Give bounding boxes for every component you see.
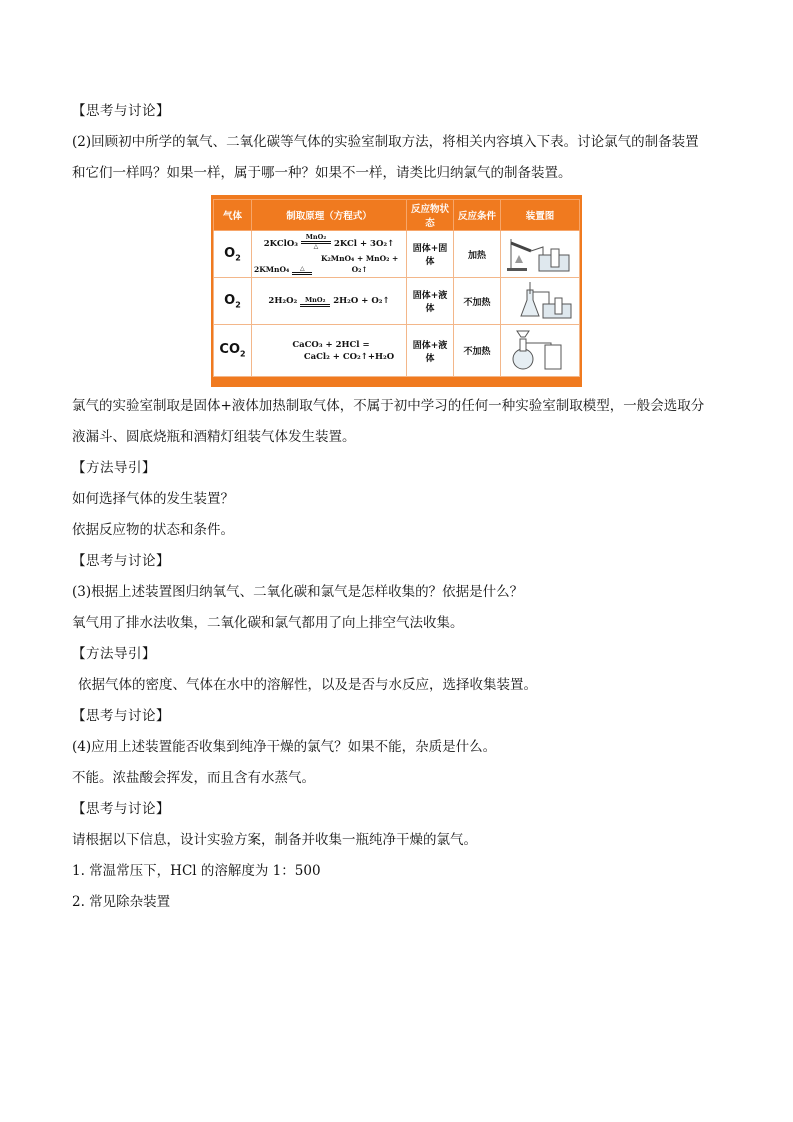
gas-formula: CO xyxy=(219,342,240,358)
condition-cell: 加热 xyxy=(454,231,501,278)
heading-method-guide-1: 【方法导引】 xyxy=(72,460,156,476)
gas-subscript: 2 xyxy=(235,300,241,310)
equation-reactant: 2H₂O₂ xyxy=(268,295,298,306)
catalyst-label: MnO₂ xyxy=(304,295,326,304)
heading-think-discuss-2: 【思考与讨论】 xyxy=(72,553,170,569)
catalyst-label: MnO₂ xyxy=(305,232,327,241)
gas-subscript: 2 xyxy=(240,350,246,360)
condition-cell: 不加热 xyxy=(454,278,501,325)
flask-apparatus-drawing xyxy=(505,280,575,320)
method-answer-2: 依据气体的密度、气体在水中的溶解性，以及是否与水反应，选择收集装置。 xyxy=(78,677,537,693)
header-principle: 制取原理（方程式） xyxy=(252,200,407,231)
info-item-1: 1. 常温常压下，HCl 的溶解度为 1：500 xyxy=(72,863,321,879)
gas-cell xyxy=(214,278,252,325)
question-2-line-2: 和它们一样吗？如果一样，属于哪一种？如果不一样，请类比归纳氯气的制备装置。 xyxy=(72,165,572,181)
equation-product: K₂MnO₄ + MnO₂ + O₂↑ xyxy=(320,253,399,274)
equals-bar xyxy=(300,304,330,307)
header-apparatus: 装置图 xyxy=(501,200,580,231)
equation-reactant: 2KMnO₄ xyxy=(254,264,290,274)
gas-cell xyxy=(214,231,252,278)
heat-mark: △ xyxy=(313,242,319,250)
equation-line-1: CaCO₃ + 2HCl = xyxy=(292,339,370,350)
state-cell: 固体+液体 xyxy=(407,278,454,325)
condition-cell: 不加热 xyxy=(454,325,501,377)
co2-apparatus-drawing xyxy=(505,327,575,371)
equation-line xyxy=(254,234,404,250)
apparatus-cell xyxy=(501,325,580,377)
task-instruction: 请根据以下信息，设计实验方案，制备并收集一瓶纯净干燥的氯气。 xyxy=(72,832,477,848)
answer-2-line-1: 氯气的实验室制取是固体+液体加热制取气体，不属于初中学习的任何一种实验室制取模型，一般会选取分 xyxy=(72,398,705,414)
method-answer-1: 依据反应物的状态和条件。 xyxy=(72,522,234,538)
equation-product: 2KCl + 3O₂↑ xyxy=(333,238,395,249)
reaction-arrow xyxy=(300,297,330,307)
gas-subscript: 2 xyxy=(235,253,241,263)
question-3: (3)根据上述装置图归纳氧气、二氧化碳和氯气是怎样收集的？依据是什么？ xyxy=(72,584,524,600)
gas-formula: O xyxy=(224,245,236,261)
method-question-1: 如何选择气体的发生装置？ xyxy=(72,491,234,507)
document-page xyxy=(72,96,722,918)
heading-think-discuss-1: 【思考与讨论】 xyxy=(72,103,170,119)
equals-bar xyxy=(292,272,312,275)
reaction-arrow xyxy=(301,234,331,250)
apparatus-cell xyxy=(501,278,580,325)
header-condition: 反应条件 xyxy=(454,200,501,231)
header-state: 反应物状态 xyxy=(407,200,454,231)
gas-preparation-table xyxy=(213,199,580,377)
gas-cell xyxy=(214,325,252,377)
gas-formula: O xyxy=(224,293,236,309)
answer-4: 不能。浓盐酸会挥发，而且含有水蒸气。 xyxy=(72,770,315,786)
gas-preparation-table-image xyxy=(211,195,582,387)
state-cell: 固体+液体 xyxy=(407,325,454,377)
equation-line xyxy=(254,253,404,275)
equation-cell xyxy=(252,231,407,278)
apparatus-cell xyxy=(501,231,580,278)
table-row xyxy=(214,278,580,325)
reaction-arrow xyxy=(292,266,312,275)
heading-think-discuss-3: 【思考与讨论】 xyxy=(72,708,170,724)
table-row xyxy=(214,325,580,377)
question-4: (4)应用上述装置能否收集到纯净干燥的氯气？如果不能，杂质是什么。 xyxy=(72,739,497,755)
equation-line-2: CaCl₂ + CO₂↑+H₂O xyxy=(303,351,395,362)
equation-cell xyxy=(252,325,407,377)
heading-method-guide-2: 【方法导引】 xyxy=(72,646,156,662)
table-header-row xyxy=(214,200,580,231)
equation-reactant: 2KClO₃ xyxy=(263,238,298,249)
equation-line xyxy=(254,296,404,307)
header-gas: 气体 xyxy=(214,200,252,231)
equation-cell xyxy=(252,278,407,325)
heat-mark: △ xyxy=(300,264,305,272)
question-2-line-1: (2)回顾初中所学的氧气、二氧化碳等气体的实验室制取方法，将相关内容填入下表。讨论氯气的制备装置 xyxy=(72,134,699,150)
answer-2-line-2: 液漏斗、圆底烧瓶和酒精灯组装气体发生装置。 xyxy=(72,429,356,445)
answer-3: 氧气用了排水法收集，二氧化碳和氯气都用了向上排空气法收集。 xyxy=(72,615,464,631)
state-cell: 固体+固体 xyxy=(407,231,454,278)
heating-apparatus-drawing xyxy=(505,233,575,273)
info-item-2: 2. 常见除杂装置 xyxy=(72,894,171,910)
heading-think-discuss-4: 【思考与讨论】 xyxy=(72,801,170,817)
equation-product: 2H₂O + O₂↑ xyxy=(333,295,390,306)
table-row xyxy=(214,231,580,278)
